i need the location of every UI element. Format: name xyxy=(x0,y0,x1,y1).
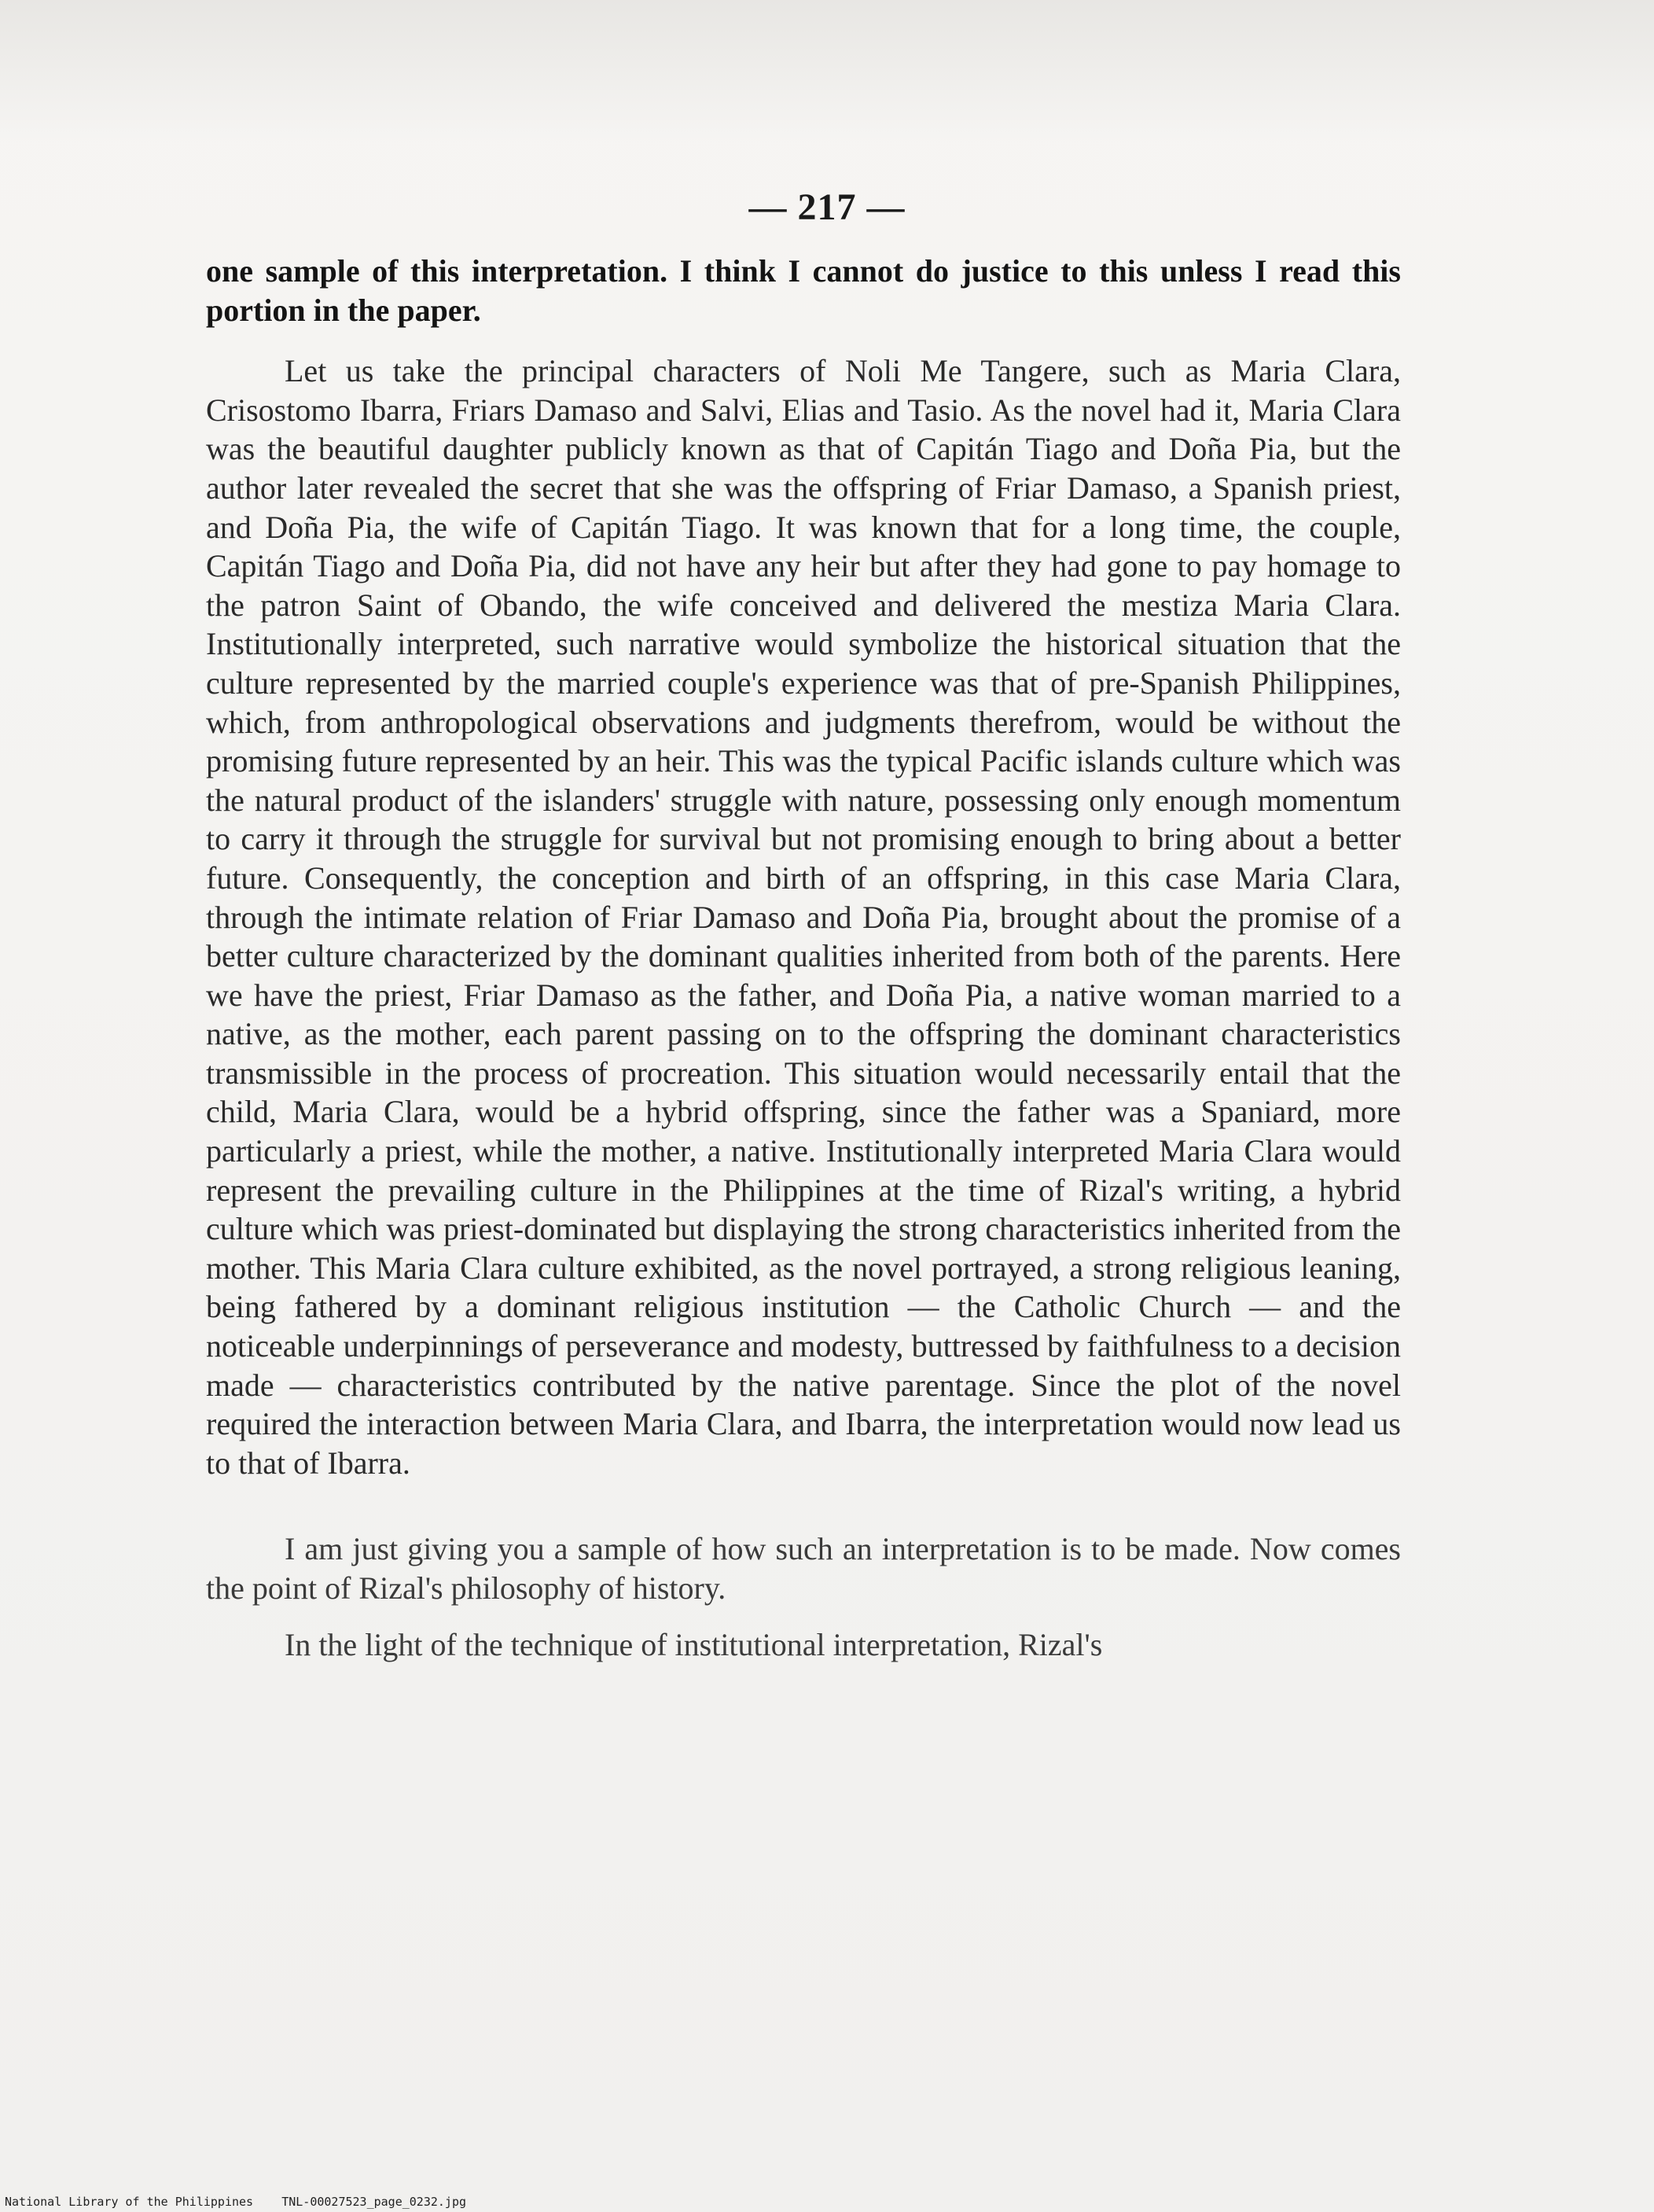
paragraph-1: one sample of this interpretation. I think I cannot do justice to this unless I read this portion in the paper. xyxy=(206,253,1401,328)
footer-library: National Library of the Philippines xyxy=(5,2195,254,2209)
paragraph-4: In the light of the technique of institutional interpretation, Rizal's xyxy=(285,1626,1103,1662)
paragraph-3: I am just giving you a sample of how such an interpretation is to be made. Now comes the point of Rizal's philosophy of history. xyxy=(206,1531,1401,1606)
paragraph-2: Let us take the principal characters of Noli Me Tangere, such as Maria Clara, Crisostomo Ibarra, Friars Damaso and Salvi, Elias and Tasio. As the novel had it, Maria Clara was the beautiful daughter publicly known as that of Capitán Tiago and Doña Pia, but the author later revealed the secret that she was the offspring of Friar Damaso, a Spanish priest, and Doña Pia, the wife of Capitán Tiago. It was known that for a long time, the couple, Capitán Tiago and Doña Pia, did not have any heir but after they had gone to pay homage to the patron Saint of Obando, the wife conceived and delivered the mestiza Maria Clara. Institutionally interpreted, such narrative would symbolize the historical situation that the culture represented by the married couple's experience was that of pre-Spanish Philippines, which, from anthropological observations and judgments therefrom, would be without the promising future represented by an heir. This was the typical Pacific islands culture which was the natural product of the islanders' struggle with nature, possessing only enough momentum to carry it through the struggle for survival but not promising enough to bring about a better future. Consequently, the conception and birth of an offspring, in this case Maria Clara, through the intimate relation of Friar Damaso and Doña Pia, brought about the promise of a better culture characterized by the dominant qualities inherited from both of the parents. Here we have the priest, Friar Damaso as the father, and Doña Pia, a native woman married to a native, as the mother, each parent passing on to the offspring the dominant characteristics transmissible in the process of procreation. This situation would necessarily entail that the child, Maria Clara, would be a hybrid offspring, since the father was a Spaniard, more particularly a priest, while the mother, a native. Institutionally interpreted Maria Clara would represent the prevailing culture in the Philippines at the time of Rizal's writing, a hybrid culture which was priest-dominated but displaying the strong characteristics inherited from the mother. This Maria Clara culture exhibited, as the novel portrayed, a strong religious leaning, being fathered by a dominant religious institution — the Catholic Church — and the noticeable underpinnings of perseverance and modesty, buttressed by faithfulness to a decision made — characteristics contributed by the native parentage. Since the plot of the novel required the interaction between Maria Clara, and Ibarra, the interpretation would now lead us to that of Ibarra. xyxy=(206,353,1401,1481)
body-text xyxy=(206,252,1401,1664)
scan-footer xyxy=(5,2195,466,2209)
scan-shadow xyxy=(0,0,1654,142)
footer-file-id: TNL-00027523_page_0232.jpg xyxy=(281,2195,467,2209)
page-number: — 217 — xyxy=(748,186,906,228)
